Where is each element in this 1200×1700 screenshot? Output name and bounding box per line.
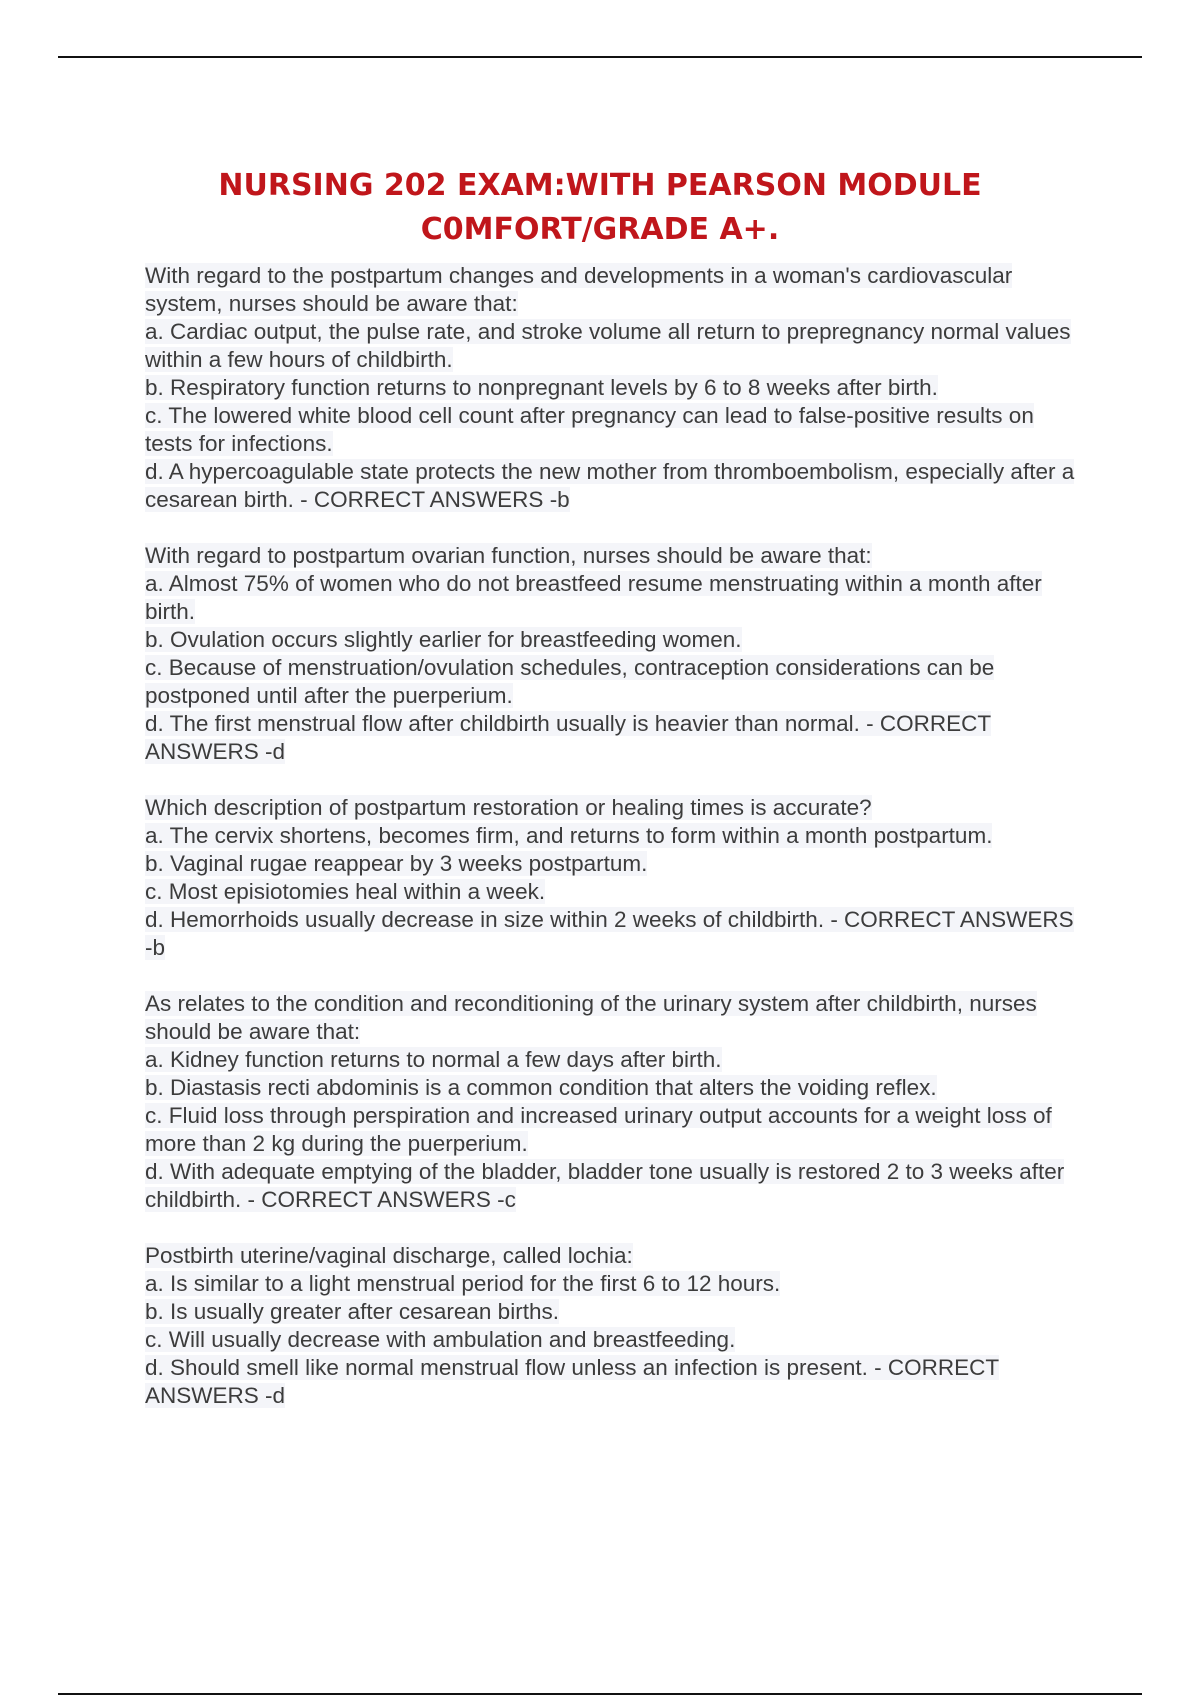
option-d-with-answer: d. With adequate emptying of the bladder, bladder tone usually is restored 2 to 3 weeks after childbirth. - CORRECT ANSWERS -c bbox=[145, 1159, 1065, 1212]
document-title-line-1: NURSING 202 EXAM:WITH PEARSON MODULE bbox=[218, 168, 982, 204]
option-d-with-answer: d. Should smell like normal menstrual flow unless an infection is present. - CORRECT ANSWERS -d bbox=[145, 1355, 1000, 1408]
option-d-with-answer: d. Hemorrhoids usually decrease in size within 2 weeks of childbirth. - CORRECT ANSWERS -b bbox=[145, 907, 1074, 960]
option-d-with-answer: d. A hypercoagulable state protects the new mother from thromboembolism, especially after a cesarean birth. - CORRECT ANSWERS -b bbox=[145, 459, 1075, 512]
option-b: b. Is usually greater after cesarean births. bbox=[145, 1299, 559, 1324]
option-c: c. Fluid loss through perspiration and increased urinary output accounts for a weight loss of more than 2 kg during the puerperium. bbox=[145, 1103, 1052, 1156]
bottom-rule bbox=[58, 1693, 1142, 1695]
option-b: b. Respiratory function returns to nonpregnant levels by 6 to 8 weeks after birth. bbox=[145, 375, 938, 400]
option-a: a. Almost 75% of women who do not breastfeed resume menstruating within a month after birth. bbox=[145, 571, 1042, 624]
question-stem: As relates to the condition and reconditioning of the urinary system after childbirth, nurses should be aware that: bbox=[145, 991, 1037, 1044]
document-title bbox=[100, 164, 1100, 252]
option-a: a. Cardiac output, the pulse rate, and stroke volume all return to prepregnancy normal values within a few hours of childbirth. bbox=[145, 319, 1071, 372]
option-c: c. Because of menstruation/ovulation schedules, contraception considerations can be postponed until after the puerperium. bbox=[145, 655, 995, 708]
option-a: a. The cervix shortens, becomes firm, and returns to form within a month postpartum. bbox=[145, 823, 993, 848]
option-c: c. The lowered white blood cell count after pregnancy can lead to false-positive results on tests for infections. bbox=[145, 403, 1034, 456]
option-b: b. Vaginal rugae reappear by 3 weeks postpartum. bbox=[145, 851, 648, 876]
question-stem: Which description of postpartum restoration or healing times is accurate? bbox=[145, 795, 872, 820]
question-stem: Postbirth uterine/vaginal discharge, called lochia: bbox=[145, 1243, 633, 1268]
question-list bbox=[145, 262, 1085, 1438]
option-d-with-answer: d. The first menstrual flow after childbirth usually is heavier than normal. - CORRECT ANSWERS -d bbox=[145, 711, 992, 764]
option-a: a. Is similar to a light menstrual period for the first 6 to 12 hours. bbox=[145, 1271, 781, 1296]
question-stem: With regard to the postpartum changes and developments in a woman's cardiovascular system, nurses should be aware that: bbox=[145, 263, 1013, 316]
question-block-1 bbox=[145, 262, 1085, 514]
option-c: c. Will usually decrease with ambulation and breastfeeding. bbox=[145, 1327, 736, 1352]
question-block-2 bbox=[145, 542, 1085, 766]
option-b: b. Ovulation occurs slightly earlier for breastfeeding women. bbox=[145, 627, 742, 652]
question-block-3 bbox=[145, 794, 1085, 962]
option-a: a. Kidney function returns to normal a few days after birth. bbox=[145, 1047, 722, 1072]
top-rule bbox=[58, 56, 1142, 58]
option-b: b. Diastasis recti abdominis is a common condition that alters the voiding reflex. bbox=[145, 1075, 937, 1100]
option-c: c. Most episiotomies heal within a week. bbox=[145, 879, 546, 904]
question-block-4 bbox=[145, 990, 1085, 1214]
document-title-line-2: C0MFORT/GRADE A+. bbox=[420, 212, 780, 248]
question-stem: With regard to postpartum ovarian function, nurses should be aware that: bbox=[145, 543, 872, 568]
question-block-5 bbox=[145, 1242, 1085, 1410]
